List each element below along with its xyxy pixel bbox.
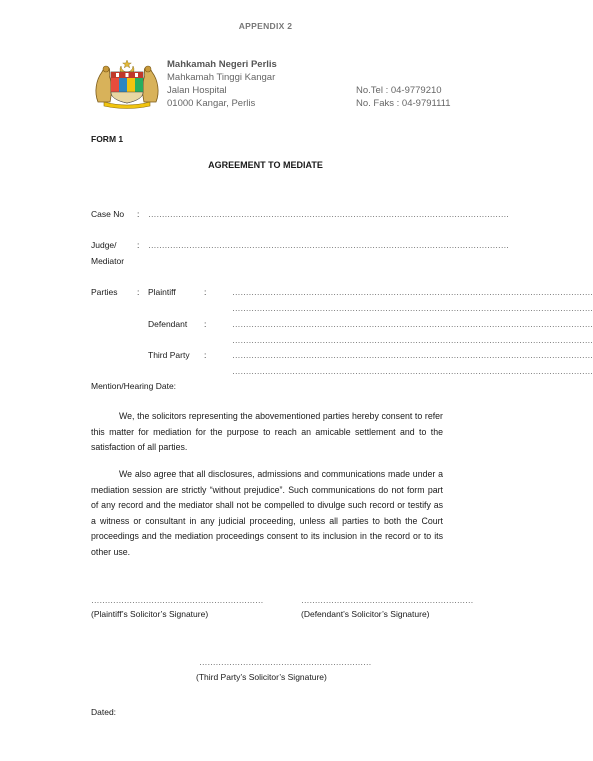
parties-label: Parties [91,287,118,297]
plaintiff-signature-caption: (Plaintiff’s Solicitor’s Signature) [91,609,209,619]
court-address [167,58,277,110]
colon: : [204,287,207,297]
consent-paragraph [91,409,443,456]
form-number: FORM 1 [91,134,124,144]
consent-paragraph-text: We, the solicitors representing the abovementioned parties hereby consent to refer this matter for mediation for the purpose to reach an amicable settlement and to the satisfaction of all parties. [91,411,443,453]
third-party-signature-caption: (Third Party’s Solicitor’s Signature) [196,672,327,682]
plaintiff-label: Plaintiff [148,287,176,297]
plaintiff-field[interactable]: …………………………………………………………………………………………………………………… [232,287,593,297]
document-title: AGREEMENT TO MEDIATE [208,160,323,170]
plaintiff-signature-line[interactable]: ……………………………………………………… [91,595,264,605]
third-party-signature-line[interactable]: ……………………………………………………… [199,657,372,667]
court-name: Mahkamah Negeri Perlis [167,59,277,70]
appendix-label: APPENDIX 2 [238,21,293,31]
coat-of-arms-icon [92,58,162,108]
court-line: Mahkamah Tinggi Kangar [167,72,276,83]
case-no-label: Case No [91,209,125,219]
court-line: 01000 Kangar, Perlis [167,98,256,109]
case-no-field[interactable]: …………………………………………………………………………………………………………………… [148,209,509,219]
without-prejudice-paragraph [91,467,443,561]
judge-mediator-field[interactable]: …………………………………………………………………………………………………………………… [148,240,509,250]
third-party-field-line2[interactable]: …………………………………………………………………………………………………………………… [232,366,593,376]
mediator-label: Mediator [91,256,125,266]
mention-hearing-date-label: Mention/Hearing Date: [91,381,177,391]
plaintiff-field-line2[interactable]: …………………………………………………………………………………………………………………… [232,303,593,313]
phone-number: No.Tel : 04-9779210 [356,85,442,96]
colon: : [137,209,140,219]
defendant-label: Defendant [148,319,188,329]
fax-number: No. Faks : 04-9791111 [356,98,451,109]
third-party-field[interactable]: …………………………………………………………………………………………………………………… [232,350,593,360]
defendant-field[interactable]: …………………………………………………………………………………………………………………… [232,319,593,329]
court-line: Jalan Hospital [167,85,227,96]
court-contact [356,84,451,110]
dated-label: Dated: [91,707,117,717]
third-party-label: Third Party [148,350,190,360]
colon: : [137,287,140,297]
colon: : [204,350,207,360]
defendant-field-line2[interactable]: …………………………………………………………………………………………………………………… [232,335,593,345]
without-prejudice-paragraph-text: We also agree that all disclosures, admissions and communications made under a mediation session are strictly “without prejudice”. Such communications do not form part of any record and the mediator shall not be compelled to divulge such record or testify as a witness or consultant in any judicial proceeding, unless all parties to both the Court proceedings and the mediation proceedings consent to its inclusion in the record or to its other use. [91,469,443,557]
judge-label: Judge/ [91,240,117,250]
colon: : [137,240,140,250]
defendant-signature-caption: (Defendant’s Solicitor’s Signature) [301,609,430,619]
defendant-signature-line[interactable]: ……………………………………………………… [301,595,474,605]
colon: : [204,319,207,329]
